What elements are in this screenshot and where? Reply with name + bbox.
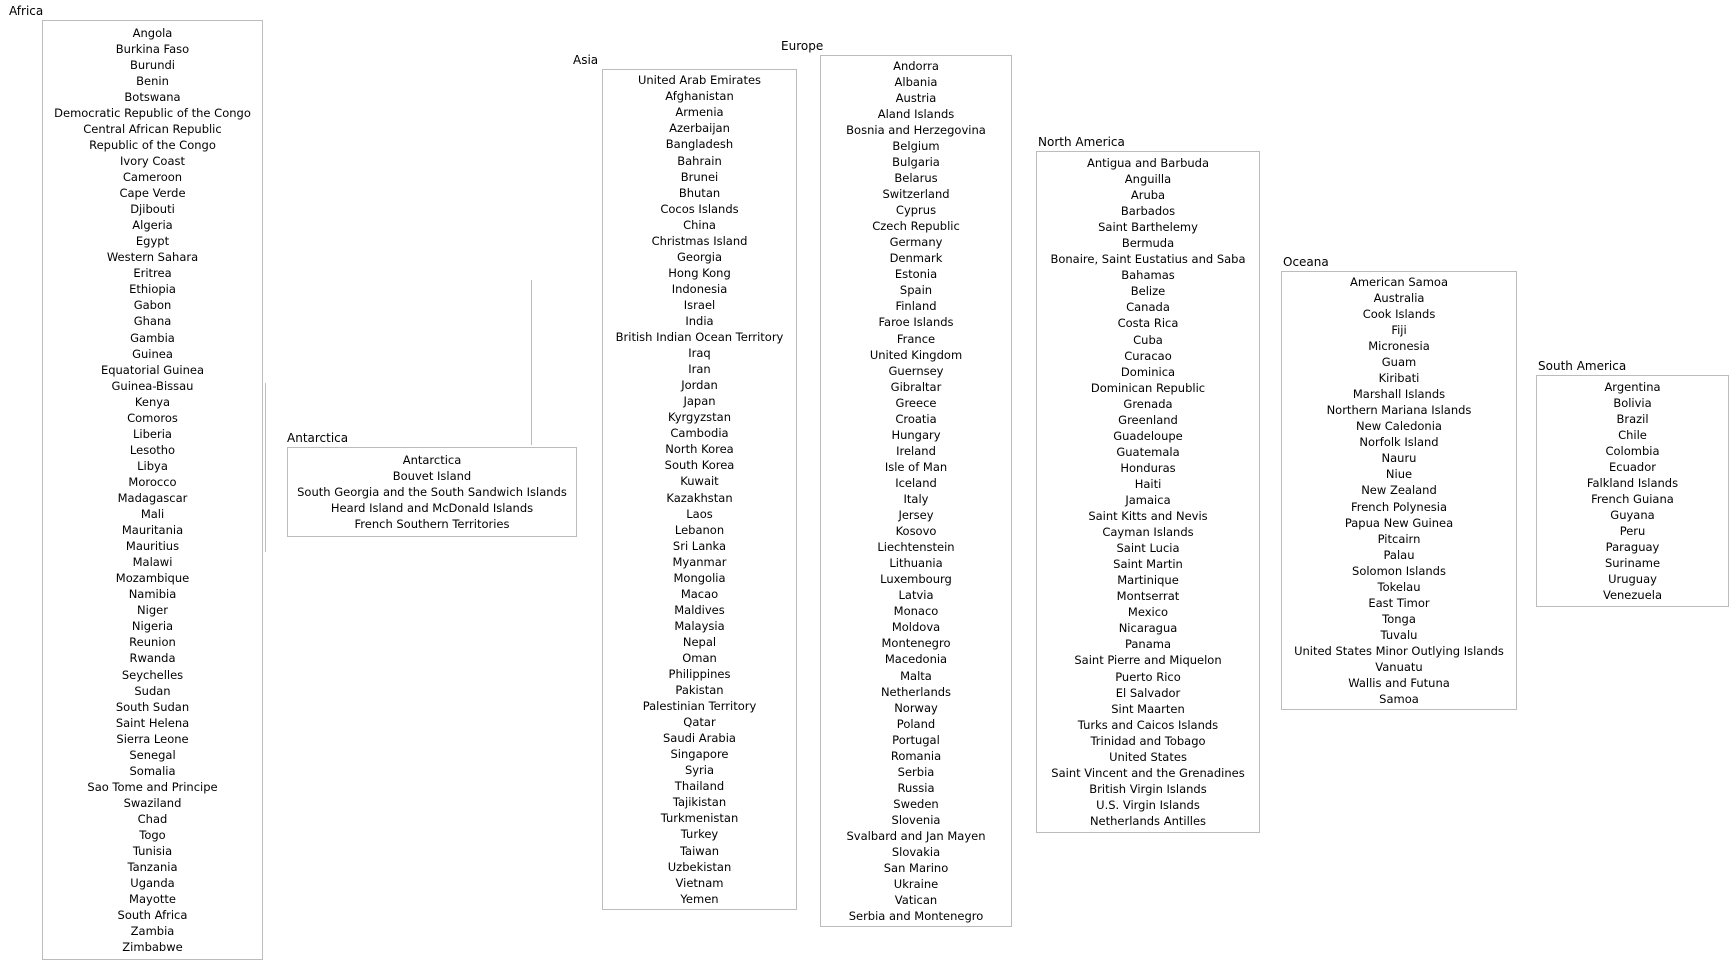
country-row: Dominica	[1120, 364, 1176, 379]
continent-label-north-america: North America	[1038, 135, 1125, 149]
country-row: Benin	[136, 73, 169, 88]
country-row: Panama	[1124, 637, 1172, 652]
country-row: Zimbabwe	[122, 940, 183, 955]
country-row: Sierra Leone	[116, 731, 189, 746]
country-row: Togo	[139, 827, 166, 842]
country-row: Lesotho	[129, 442, 176, 457]
country-row: Greece	[895, 395, 937, 410]
country-row: Tanzania	[127, 860, 178, 875]
country-row: U.S. Virgin Islands	[1096, 797, 1200, 812]
country-row: Tunisia	[132, 844, 173, 859]
country-row: Curacao	[1124, 348, 1172, 363]
country-row: Guam	[1381, 355, 1417, 370]
country-row: North Korea	[665, 442, 734, 457]
country-row: Monaco	[893, 604, 939, 619]
country-row: Australia	[1373, 290, 1425, 305]
country-row: Sint Maarten	[1111, 701, 1185, 716]
country-row: Saint Martin	[1113, 557, 1183, 572]
country-row: Iraq	[688, 346, 711, 361]
country-row: Gambia	[130, 330, 175, 345]
country-row: Sweden	[893, 796, 939, 811]
country-row: Antigua and Barbuda	[1086, 156, 1210, 171]
country-row: Malawi	[132, 555, 173, 570]
country-row: Guernsey	[888, 363, 944, 378]
country-row: Paraguay	[1605, 540, 1660, 555]
country-list-box-antarctica	[287, 447, 577, 537]
country-row: Costa Rica	[1117, 316, 1179, 331]
country-row: Senegal	[129, 747, 176, 762]
country-row: El Salvador	[1115, 685, 1181, 700]
country-row: Cyprus	[895, 203, 937, 218]
country-row: Taiwan	[679, 843, 720, 858]
country-row: Lithuania	[889, 556, 943, 571]
country-row: Austria	[895, 90, 937, 105]
country-row: Seychelles	[121, 667, 184, 682]
country-row: Bermuda	[1121, 236, 1175, 251]
country-row: Tajikistan	[672, 795, 727, 810]
country-row: Somalia	[129, 763, 176, 778]
country-row: Isle of Man	[884, 459, 948, 474]
country-row: Turkey	[680, 827, 719, 842]
country-row: South Sudan	[115, 699, 190, 714]
country-row: Barbados	[1120, 204, 1176, 219]
country-row: Kiribati	[1378, 371, 1420, 386]
country-row: Uzbekistan	[667, 859, 732, 874]
country-row: Saudi Arabia	[663, 731, 736, 746]
country-row: Thailand	[674, 779, 725, 794]
country-row: Central African Republic	[83, 121, 222, 136]
country-row: Suriname	[1604, 556, 1661, 571]
country-row: Jordan	[681, 378, 718, 393]
country-row: Micronesia	[1368, 339, 1430, 354]
country-row: Svalbard and Jan Mayen	[846, 828, 986, 843]
country-row: South Georgia and the South Sandwich Islands	[297, 484, 567, 499]
country-row: Zambia	[130, 924, 175, 939]
country-row: Mauritius	[125, 539, 180, 554]
country-row: Marshall Islands	[1352, 387, 1446, 402]
country-row: Syria	[684, 763, 715, 778]
country-row: Tonga	[1382, 611, 1416, 626]
country-row: Italy	[903, 492, 929, 506]
country-row: Hungary	[891, 427, 941, 442]
stray-axis-spine-right	[531, 280, 532, 445]
country-row: Hong Kong	[668, 265, 731, 280]
country-row: Fiji	[1391, 323, 1407, 337]
country-row: Uruguay	[1608, 572, 1657, 587]
country-row: United States	[1109, 749, 1187, 764]
country-row: Namibia	[128, 587, 177, 602]
continent-label-antarctica: Antarctica	[287, 431, 349, 445]
country-row: Qatar	[683, 715, 716, 730]
country-row: Macao	[680, 586, 719, 601]
country-row: Kazakhstan	[666, 490, 733, 505]
country-row: Palau	[1383, 547, 1415, 562]
country-row: Norfolk Island	[1359, 435, 1439, 450]
country-row: Belize	[1130, 284, 1166, 299]
country-row: Montserrat	[1116, 589, 1180, 604]
country-row: Luxembourg	[880, 572, 952, 587]
country-row: Netherlands	[880, 684, 952, 699]
country-row: Sri Lanka	[672, 538, 727, 553]
country-row: Bahamas	[1121, 268, 1175, 283]
country-row: French Guiana	[1591, 492, 1674, 506]
country-row: Dominican Republic	[1090, 380, 1206, 395]
country-row: Venezuela	[1602, 588, 1663, 603]
country-row: Western Sahara	[106, 250, 199, 265]
country-row: Slovakia	[891, 845, 941, 860]
country-row: Canada	[1126, 300, 1170, 315]
country-row: Moldova	[891, 620, 941, 635]
country-row: San Marino	[883, 861, 949, 876]
country-row: Saint Pierre and Miquelon	[1074, 653, 1222, 668]
country-row: Rwanda	[129, 651, 176, 666]
country-row: French Polynesia	[1350, 499, 1448, 514]
country-row: French Southern Territories	[354, 517, 510, 532]
country-row: Liechtenstein	[877, 540, 955, 555]
country-row: Tokelau	[1377, 579, 1421, 594]
country-row: Spain	[899, 283, 933, 298]
country-row: Madagascar	[117, 491, 188, 505]
country-list-box-europe	[820, 55, 1012, 927]
country-row: Afghanistan	[665, 89, 734, 104]
continent-label-asia: Asia	[573, 53, 599, 67]
country-row: Nauru	[1381, 451, 1417, 466]
country-row: Guadeloupe	[1113, 428, 1183, 443]
country-row: Anguilla	[1124, 172, 1172, 187]
country-row: Martinique	[1117, 573, 1179, 588]
country-row: Ivory Coast	[119, 154, 186, 169]
country-row: Republic of the Congo	[89, 137, 216, 152]
country-list-box-oceana	[1281, 271, 1517, 710]
country-row: Cook Islands	[1362, 306, 1436, 321]
country-row: Chad	[137, 811, 168, 826]
country-row: Nepal	[682, 634, 717, 649]
country-row: Niue	[1385, 467, 1413, 482]
country-row: South Africa	[117, 908, 188, 923]
country-row: Pakistan	[675, 683, 724, 698]
country-row: Brunei	[680, 169, 719, 184]
country-row: Solomon Islands	[1352, 563, 1446, 578]
country-row: Burkina Faso	[115, 41, 190, 56]
country-row: Cape Verde	[119, 186, 186, 201]
country-row: Peru	[1619, 524, 1646, 539]
country-row: Saint Vincent and the Grenadines	[1051, 765, 1245, 780]
country-row: Belgium	[892, 138, 940, 153]
country-row: Cayman Islands	[1102, 525, 1194, 540]
stray-axis-spine-left	[265, 383, 266, 552]
country-row: Japan	[683, 394, 716, 409]
country-row: United Kingdom	[869, 347, 963, 362]
country-row: Saint Kitts and Nevis	[1088, 509, 1208, 524]
country-row: Algeria	[132, 218, 173, 233]
country-row: Bouvet Island	[392, 468, 472, 483]
country-row: Norway	[894, 700, 938, 715]
country-row: Greenland	[1118, 412, 1178, 427]
country-row: Oman	[682, 650, 717, 665]
country-row: Belarus	[894, 171, 938, 186]
country-row: Ethiopia	[129, 282, 176, 297]
country-row: Samoa	[1379, 692, 1419, 707]
country-row: Aruba	[1130, 188, 1166, 203]
country-row: Cameroon	[122, 170, 183, 185]
country-row: Iran	[688, 362, 711, 377]
country-row: Egypt	[135, 234, 170, 249]
country-row: Angola	[132, 25, 173, 40]
country-row: Malaysia	[674, 618, 725, 633]
country-row: Vanuatu	[1375, 659, 1423, 674]
country-list-box-north-america	[1036, 151, 1260, 833]
country-row: Niger	[137, 603, 168, 618]
continent-label-south-america: South America	[1538, 359, 1627, 373]
country-row: China	[683, 217, 716, 232]
country-row: Brazil	[1616, 411, 1649, 426]
country-row: Bulgaria	[892, 155, 940, 170]
country-row: United States Minor Outlying Islands	[1294, 643, 1504, 658]
country-row: East Timor	[1368, 595, 1430, 610]
country-row: New Zealand	[1361, 483, 1437, 498]
country-row: Mali	[140, 507, 165, 522]
country-row: Guatemala	[1116, 444, 1180, 459]
country-row: Trinidad and Tobago	[1090, 733, 1206, 748]
country-row: Guinea-Bissau	[111, 378, 194, 393]
country-row: Yemen	[680, 891, 719, 906]
country-row: Democratic Republic of the Congo	[54, 105, 251, 120]
country-row: Armenia	[675, 105, 724, 120]
country-row: Vietnam	[675, 875, 724, 890]
country-row: Poland	[896, 716, 936, 731]
country-row: Antarctica	[402, 452, 462, 467]
country-row: Netherlands Antilles	[1089, 813, 1207, 828]
country-row: Gibraltar	[890, 379, 942, 394]
country-row: Myanmar	[672, 554, 727, 569]
country-row: United Arab Emirates	[637, 73, 762, 88]
country-row: Equatorial Guinea	[100, 362, 205, 377]
country-list-box-asia	[602, 69, 797, 910]
country-row: Portugal	[892, 732, 940, 747]
country-row: Israel	[683, 297, 716, 312]
country-row: Cuba	[1133, 332, 1163, 347]
country-row: Papua New Guinea	[1344, 515, 1454, 530]
country-row: Vatican	[894, 893, 938, 908]
country-row: Falkland Islands	[1586, 475, 1679, 490]
country-row: France	[896, 331, 936, 346]
country-row: Mozambique	[115, 571, 190, 586]
country-row: Sao Tome and Principe	[87, 779, 218, 794]
country-row: Comoros	[127, 410, 178, 425]
country-row: Russia	[897, 780, 935, 795]
country-row: Swaziland	[123, 795, 182, 810]
country-row: Azerbaijan	[669, 121, 730, 136]
country-row: Serbia and Montenegro	[848, 909, 984, 924]
country-row: Maldives	[674, 602, 725, 617]
country-row: Mauritania	[121, 523, 184, 538]
continent-label-oceana: Oceana	[1283, 255, 1329, 269]
country-row: Bhutan	[678, 185, 721, 200]
country-row: Kosovo	[895, 524, 937, 539]
country-row: Denmark	[889, 251, 943, 266]
country-row: Jersey	[898, 508, 934, 523]
country-row: Saint Barthelemy	[1098, 220, 1198, 235]
country-row: Liberia	[133, 426, 172, 441]
country-row: Libya	[137, 458, 168, 473]
country-row: Heard Island and McDonald Islands	[330, 501, 534, 516]
continent-label-europe: Europe	[781, 39, 824, 53]
country-row: Ghana	[133, 314, 172, 329]
country-row: Georgia	[676, 249, 723, 264]
country-row: Montenegro	[881, 636, 951, 651]
country-row: British Virgin Islands	[1089, 781, 1207, 796]
continent-label-africa: Africa	[9, 4, 44, 18]
country-row: Mexico	[1127, 605, 1169, 620]
country-row: Botswana	[124, 89, 181, 104]
country-row: Guinea	[132, 346, 173, 361]
country-row: Andorra	[893, 58, 939, 73]
country-row: Ukraine	[893, 877, 939, 892]
country-row: Estonia	[894, 267, 938, 282]
country-row: Turks and Caicos Islands	[1077, 717, 1219, 732]
country-row: Sudan	[134, 683, 171, 698]
country-row: Nicaragua	[1118, 621, 1178, 636]
country-row: Switzerland	[882, 187, 950, 202]
country-row: Albania	[894, 74, 938, 89]
country-row: Macedonia	[884, 652, 948, 667]
country-row: Christmas Island	[651, 233, 748, 248]
country-row: Croatia	[895, 411, 937, 426]
country-row: Faroe Islands	[878, 315, 954, 330]
country-row: Morocco	[128, 474, 177, 489]
country-list-box-south-america	[1536, 375, 1729, 607]
country-row: Kenya	[134, 394, 171, 409]
country-row: Honduras	[1120, 460, 1176, 475]
country-row: Wallis and Futuna	[1348, 676, 1450, 691]
country-row: Germany	[889, 235, 943, 250]
country-row: Saint Helena	[115, 715, 190, 730]
country-row: Mayotte	[129, 892, 176, 907]
country-row: American Samoa	[1349, 274, 1448, 289]
country-row: Serbia	[897, 764, 935, 779]
country-row: Finland	[895, 299, 937, 314]
country-row: Iceland	[895, 475, 937, 490]
country-row: Chile	[1618, 427, 1647, 442]
country-row: Argentina	[1604, 379, 1661, 394]
country-row: Philippines	[668, 667, 731, 682]
country-row: Cocos Islands	[660, 201, 739, 216]
country-row: Colombia	[1605, 443, 1660, 458]
country-row: Eritrea	[133, 266, 172, 281]
country-row: Slovenia	[891, 812, 941, 827]
country-row: Pitcairn	[1377, 531, 1421, 546]
country-row: Bahrain	[677, 153, 722, 168]
country-row: Djibouti	[130, 202, 175, 217]
country-row: Guyana	[1610, 508, 1655, 523]
country-row: Kuwait	[680, 474, 719, 489]
country-row: Puerto Rico	[1115, 669, 1181, 684]
country-row: Palestinian Territory	[642, 699, 757, 714]
country-row: Northern Mariana Islands	[1326, 403, 1472, 418]
country-row: New Caledonia	[1356, 419, 1442, 434]
country-row: Jamaica	[1125, 493, 1171, 507]
country-row: Singapore	[670, 747, 729, 762]
country-row: Aland Islands	[877, 106, 955, 121]
country-row: South Korea	[664, 458, 735, 473]
country-row: British Indian Ocean Territory	[615, 330, 784, 345]
country-row: Tuvalu	[1380, 627, 1418, 642]
country-row: Malta	[900, 668, 932, 683]
country-row: Uganda	[130, 876, 175, 891]
country-row: Reunion	[129, 635, 176, 650]
country-row: Mongolia	[673, 570, 726, 585]
country-row: Laos	[686, 506, 713, 521]
country-row: Turkmenistan	[660, 811, 739, 826]
country-row: Saint Lucia	[1116, 541, 1180, 556]
country-row: Bosnia and Herzegovina	[846, 122, 986, 137]
country-row: Ireland	[896, 443, 936, 458]
country-row: Czech Republic	[872, 219, 960, 234]
country-row: Burundi	[130, 57, 175, 72]
country-row: Bolivia	[1613, 395, 1652, 410]
country-row: India	[685, 313, 714, 328]
country-row: Bangladesh	[665, 137, 734, 152]
country-row: Grenada	[1123, 396, 1173, 411]
country-row: Indonesia	[671, 281, 728, 296]
country-row: Bonaire, Saint Eustatius and Saba	[1050, 252, 1246, 267]
country-list-box-africa	[42, 20, 263, 960]
country-row: Romania	[890, 748, 942, 763]
country-row: Lebanon	[674, 522, 725, 537]
country-row: Kyrgyzstan	[667, 410, 731, 425]
country-row: Latvia	[898, 588, 934, 603]
country-row: Ecuador	[1609, 459, 1656, 474]
country-row: Haiti	[1134, 476, 1162, 491]
country-row: Nigeria	[131, 619, 174, 634]
country-row: Gabon	[133, 298, 172, 313]
country-row: Cambodia	[670, 426, 729, 441]
